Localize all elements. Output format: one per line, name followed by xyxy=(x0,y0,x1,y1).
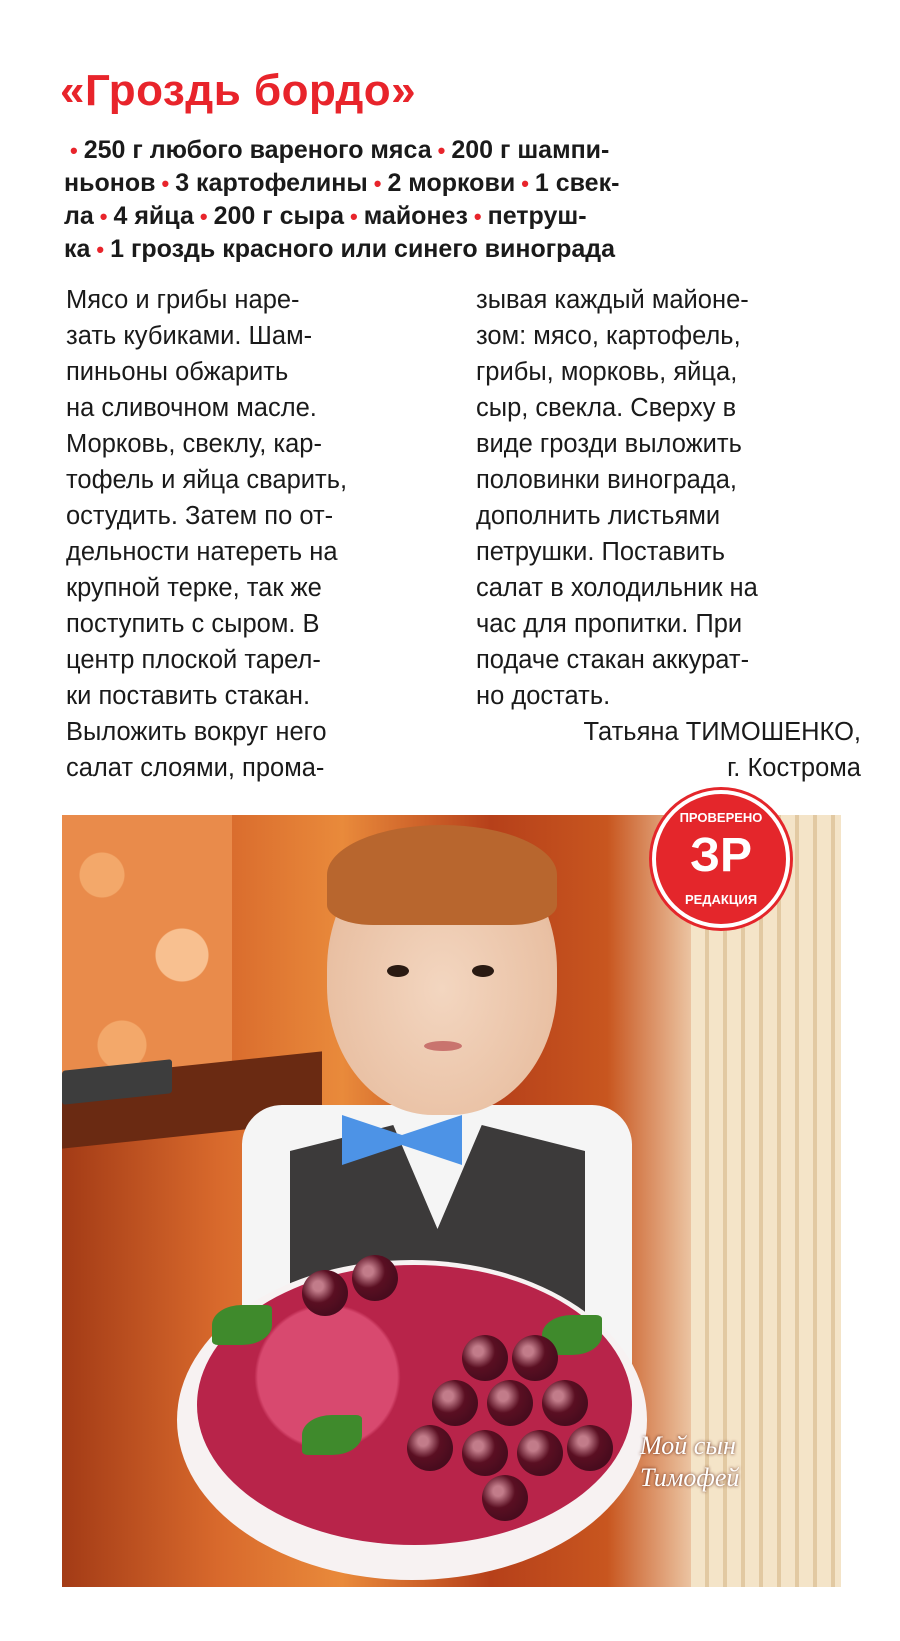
bullet-icon: • xyxy=(99,204,108,229)
ingredients-line xyxy=(64,200,854,233)
ingredient: 200 г шампи- xyxy=(451,136,610,164)
ingredient: 200 г сыра xyxy=(213,202,345,230)
ingredients-line xyxy=(64,134,854,167)
body-line: ки поставить стакан. xyxy=(66,682,311,710)
grape xyxy=(567,1425,613,1471)
ingredient: 2 моркови xyxy=(387,169,516,197)
bullet-icon: • xyxy=(521,171,529,196)
badge-logo-text: ЗР xyxy=(689,829,753,882)
body-line: сыр, свекла. Сверху в xyxy=(476,394,737,422)
grape xyxy=(432,1380,478,1426)
body-line: Морковь, свеклу, кар- xyxy=(66,430,322,458)
body-line: салат в холодильник на xyxy=(476,574,758,602)
body-line: на сливочном масле. xyxy=(66,394,317,422)
grape xyxy=(482,1475,528,1521)
bullet-icon: • xyxy=(373,171,382,196)
body-line: зывая каждый майоне- xyxy=(476,286,749,314)
grape xyxy=(462,1335,508,1381)
boy-hair xyxy=(327,825,557,925)
ingredient: майонез xyxy=(363,202,468,230)
body-line: Выложить вокруг него xyxy=(66,718,327,746)
photo-caption xyxy=(640,1430,790,1494)
grape xyxy=(542,1380,588,1426)
grape xyxy=(407,1425,453,1471)
body-text-left-column xyxy=(66,282,426,786)
ingredient: ка xyxy=(64,235,91,263)
boy-eye xyxy=(472,965,494,977)
parsley-leaf xyxy=(212,1305,272,1345)
bullet-icon: • xyxy=(161,171,170,196)
ingredient: ла xyxy=(64,202,94,230)
body-line: подаче стакан аккурат- xyxy=(476,646,750,674)
caption-line: Мой сын xyxy=(640,1431,736,1460)
editor-approved-badge xyxy=(652,790,790,928)
body-line: центр плоской тарел- xyxy=(66,646,321,674)
bullet-icon: • xyxy=(350,204,358,229)
body-line: виде грозди выложить xyxy=(476,430,742,458)
bullet-icon: • xyxy=(437,138,446,163)
body-text-right-column xyxy=(476,282,866,786)
body-line: петрушки. Поставить xyxy=(476,538,726,566)
ingredient: 3 картофелины xyxy=(175,169,368,197)
body-line: зом: мясо, картофель, xyxy=(476,322,741,350)
author-first-name: Татьяна xyxy=(583,718,679,746)
body-line: Мясо и грибы наре- xyxy=(66,286,300,314)
bullet-icon: • xyxy=(96,237,105,262)
body-line: остудить. Затем по от- xyxy=(66,502,334,530)
ingredient: петруш- xyxy=(487,202,587,230)
boy-eye xyxy=(387,965,409,977)
bullet-icon: • xyxy=(70,138,78,163)
parsley-leaf xyxy=(302,1415,362,1455)
body-line: пиньоны обжарить xyxy=(66,358,289,386)
ingredient: 4 яйца xyxy=(113,202,194,230)
ingredient: 1 свек- xyxy=(534,169,620,197)
ingredient: ньонов xyxy=(64,169,156,197)
badge-top-text: ПРОВЕРЕНО xyxy=(679,810,763,825)
author-name xyxy=(476,714,861,750)
body-line: салат слоями, прома- xyxy=(66,754,325,782)
ingredients-list xyxy=(64,134,854,266)
ingredients-line xyxy=(64,233,854,266)
bullet-icon: • xyxy=(473,204,482,229)
body-line: зать кубиками. Шам- xyxy=(66,322,313,350)
recipe-title: «Гроздь бордо» xyxy=(60,66,417,115)
bullet-icon: • xyxy=(199,204,208,229)
body-line: половинки винограда, xyxy=(476,466,738,494)
body-line: но достать. xyxy=(476,682,611,710)
grape xyxy=(302,1270,348,1316)
body-line: поступить с сыром. В xyxy=(66,610,320,638)
grape xyxy=(512,1335,558,1381)
author-city: г. Кострома xyxy=(727,754,861,782)
ingredient: 250 г любого вареного мяса xyxy=(83,136,432,164)
grape xyxy=(487,1380,533,1426)
body-line: дельности натереть на xyxy=(66,538,338,566)
caption-line: Тимофей xyxy=(640,1463,740,1492)
grape xyxy=(517,1430,563,1476)
badge-bottom-text: РЕДАКЦИЯ xyxy=(684,892,758,907)
ingredient: 1 гроздь красного или синего винограда xyxy=(110,235,616,263)
body-line: крупной терке, так же xyxy=(66,574,322,602)
body-line: грибы, морковь, яйца, xyxy=(476,358,738,386)
body-line: тофель и яйца сварить, xyxy=(66,466,348,494)
grape xyxy=(462,1430,508,1476)
ingredients-line xyxy=(64,167,854,200)
body-line: час для пропитки. При xyxy=(476,610,743,638)
author-surname: ТИМОШЕНКО, xyxy=(685,718,861,746)
boy-mouth xyxy=(424,1041,462,1051)
body-line: дополнить листьями xyxy=(476,502,721,530)
grape xyxy=(352,1255,398,1301)
